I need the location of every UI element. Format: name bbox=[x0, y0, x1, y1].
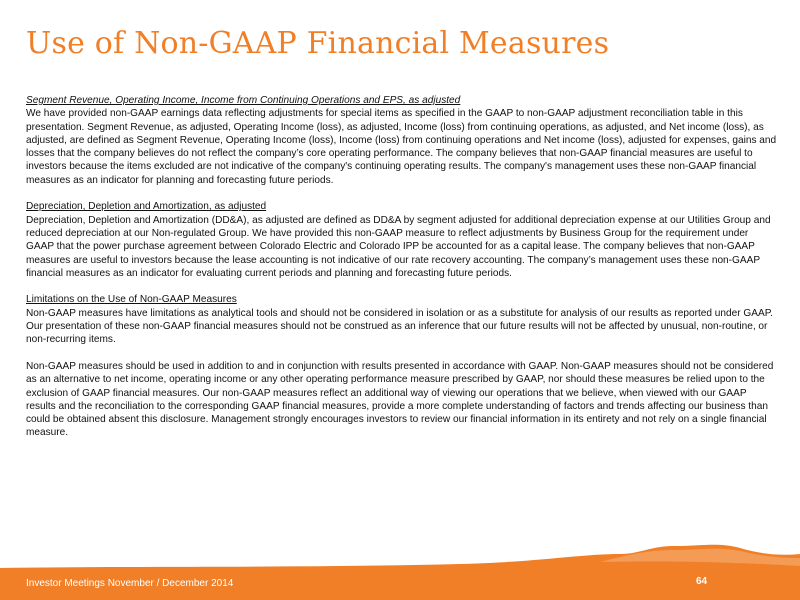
section-paragraph: Non-GAAP measures have limitations as analytical tools and should not be considered in isolation or as a substitute for analysis of our results as reported under GAAP. Our presentation of these non-GAAP financial measures should not be construed as an inference that our future results will not be affected by unusual, non-routine, or non-recurring items. bbox=[26, 307, 773, 346]
section-heading: Limitations on the Use of Non-GAAP Measures bbox=[26, 294, 237, 306]
footer-event-text: Investor Meetings November / December 2014 bbox=[26, 578, 234, 589]
section-limitations bbox=[26, 293, 778, 346]
section-segment-revenue bbox=[26, 94, 778, 187]
page-number: 64 bbox=[696, 576, 708, 587]
section-dda bbox=[26, 200, 778, 280]
section-heading: Segment Revenue, Operating Income, Income from Continuing Operations and EPS, as adjusted bbox=[26, 95, 461, 106]
slide-body bbox=[26, 94, 778, 453]
section-paragraph: Depreciation, Depletion and Amortization (DD&A), as adjusted are defined as DD&A by segment adjusted for additional depreciation expense at our Utilities Group and reduced depreciation at our Non-regulated Group. We have provided this non-GAAP measure to reflect adjustments by Business Group for the requirement under GAAP that the power purchase agreement between Colorado Electric and Colorado IPP be accounted for as a capital lease. The company believes that non-GAAP measures are useful to investors because the lease accounting is not indicative of our rate recovery accounting. The company’s management uses these non-GAAP financial measures as an indicator for evaluating current periods and planning and forecasting future periods. bbox=[26, 214, 771, 279]
closing-paragraph: Non-GAAP measures should be used in addition to and in conjunction with results presented in accordance with GAAP. Non-GAAP measures should not be considered as an alternative to net income, operating income or any other operating performance measure prescribed by GAAP, nor should these measures be relied upon to the exclusion of GAAP financial measures. Our non-GAAP measures reflect an additional way of viewing our operations that we believe, when viewed with our GAAP results and the reconciliation to the corresponding GAAP financial measures, provide a more complete understanding of factors and trends affecting our business than could be obtained absent this disclosure. Management strongly encourages investors to review our financial information in its entirety and not rely on a single financial measure. bbox=[26, 360, 774, 439]
closing-section bbox=[26, 360, 778, 440]
footer-band bbox=[0, 540, 800, 600]
section-heading: Depreciation, Depletion and Amortization, as adjusted bbox=[26, 201, 267, 213]
section-paragraph: We have provided non-GAAP earnings data reflecting adjustments for special items as specified in the GAAP to non-GAAP adjustment reconciliation table in this presentation. Segment Revenue, as adjusted, Operating Income (loss), as adjusted, Income (loss) from continuing operations, as adjusted, and Net income (loss), as adjusted, are defined as Segment Revenue, Operating Income (loss), Income (loss) from continuing operations and Net income (loss), adjusted for expenses, gains and losses that the company believes do not reflect the company’s core operating performance. The company believes that non-GAAP financial measures are useful to investors because the items excluded are not indicative of the company's continuing operating results. The company's management uses these non-GAAP financial measures as an indicator for planning and forecasting future periods. bbox=[26, 108, 777, 186]
slide-title: Use of Non-GAAP Financial Measures bbox=[26, 26, 610, 61]
